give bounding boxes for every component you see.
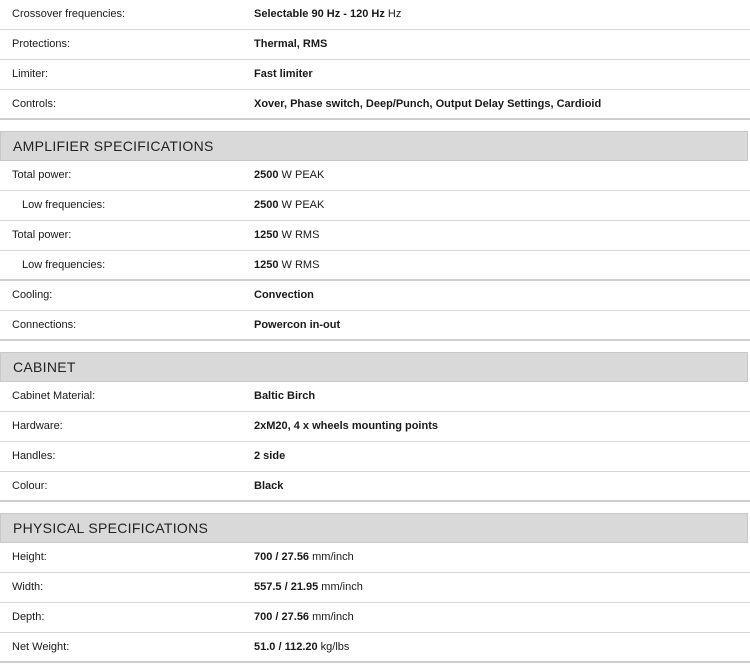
spec-row-low-freq-peak bbox=[0, 191, 750, 221]
spec-value-unit: W RMS bbox=[278, 259, 320, 271]
spec-value-unit: Hz bbox=[384, 8, 402, 20]
spec-row-handles bbox=[0, 442, 750, 472]
spec-label: Net Weight: bbox=[12, 641, 70, 653]
spec-value: Xover, Phase switch, Deep/Punch, Output Delay Settings, Cardioid bbox=[254, 98, 602, 110]
spec-value bbox=[254, 191, 324, 220]
spec-value: 2 side bbox=[254, 450, 286, 462]
spec-row-connections bbox=[0, 311, 750, 341]
spec-label: Limiter: bbox=[12, 68, 49, 80]
spec-label: Cabinet Material: bbox=[12, 390, 96, 402]
spec-value: Powercon in-out bbox=[254, 319, 341, 331]
spec-row-limiter bbox=[0, 60, 750, 90]
spec-value: Fast limiter bbox=[254, 68, 313, 80]
spec-value-main: 1250 bbox=[254, 229, 279, 241]
section-title: AMPLIFIER SPECIFICATIONS bbox=[13, 138, 214, 154]
spec-value bbox=[254, 603, 354, 632]
spec-label: Protections: bbox=[12, 38, 71, 50]
spec-value-main: 1250 bbox=[254, 259, 279, 271]
spec-value-unit: mm/inch bbox=[318, 581, 363, 593]
spec-value: Black bbox=[254, 480, 284, 492]
section-header-amplifier bbox=[0, 131, 748, 161]
spec-value-unit: kg/lbs bbox=[317, 641, 350, 653]
spec-value-main: 700 / 27.56 bbox=[254, 611, 310, 623]
spec-value bbox=[254, 221, 319, 250]
spec-value bbox=[254, 251, 319, 280]
spec-label: Depth: bbox=[12, 611, 45, 623]
spec-value bbox=[254, 161, 324, 190]
spec-value bbox=[254, 543, 354, 572]
spec-value-main: 2500 bbox=[254, 199, 279, 211]
spec-label: Handles: bbox=[12, 450, 56, 462]
spec-row-depth bbox=[0, 603, 750, 633]
spec-value-unit: mm/inch bbox=[309, 611, 354, 623]
spec-row-low-freq-rms bbox=[0, 251, 750, 281]
spec-label: Hardware: bbox=[12, 420, 63, 432]
section-title: PHYSICAL SPECIFICATIONS bbox=[13, 520, 209, 536]
spec-label: Low frequencies: bbox=[22, 259, 106, 271]
spec-value-unit: W PEAK bbox=[278, 169, 325, 181]
spec-row-crossover bbox=[0, 0, 750, 30]
spec-label: Cooling: bbox=[12, 289, 53, 301]
spec-label: Connections: bbox=[12, 319, 77, 331]
section-header-cabinet bbox=[0, 352, 748, 382]
spec-row-cabinet-material bbox=[0, 382, 750, 412]
spec-label: Controls: bbox=[12, 98, 57, 110]
spec-row-colour bbox=[0, 472, 750, 502]
spec-row-protections bbox=[0, 30, 750, 60]
spec-value: 2xM20, 4 x wheels mounting points bbox=[254, 420, 438, 432]
spec-value bbox=[254, 633, 349, 662]
spec-row-total-power-rms bbox=[0, 221, 750, 251]
spec-label: Colour: bbox=[12, 480, 48, 492]
spec-value: Baltic Birch bbox=[254, 390, 316, 402]
spec-label: Low frequencies: bbox=[22, 199, 106, 211]
spec-value-main: Selectable 90 Hz - 120 Hz bbox=[254, 8, 385, 20]
spec-value-main: 51.0 / 112.20 bbox=[254, 641, 318, 653]
spec-label: Width: bbox=[12, 581, 44, 593]
spec-row-controls bbox=[0, 90, 750, 120]
spec-value bbox=[254, 0, 401, 29]
section-title: CABINET bbox=[13, 359, 76, 375]
spec-value: Convection bbox=[254, 289, 314, 301]
spec-row-total-power-peak bbox=[0, 161, 750, 191]
spec-label: Total power: bbox=[12, 229, 72, 241]
spec-row-net-weight bbox=[0, 633, 750, 663]
spec-value-main: 2500 bbox=[254, 169, 279, 181]
section-header-physical bbox=[0, 513, 748, 543]
spec-label: Total power: bbox=[12, 169, 72, 181]
spec-label: Height: bbox=[12, 551, 47, 563]
spec-value-main: 557.5 / 21.95 bbox=[254, 581, 319, 593]
spec-value: Thermal, RMS bbox=[254, 38, 328, 50]
spec-value-unit: W PEAK bbox=[278, 199, 325, 211]
spec-row-height bbox=[0, 543, 750, 573]
spec-value-unit: W RMS bbox=[278, 229, 320, 241]
spec-value-unit: mm/inch bbox=[309, 551, 354, 563]
spec-row-cooling bbox=[0, 281, 750, 311]
spec-value-main: 700 / 27.56 bbox=[254, 551, 310, 563]
spec-value bbox=[254, 573, 363, 602]
spec-label: Crossover frequencies: bbox=[12, 8, 126, 20]
spec-row-width bbox=[0, 573, 750, 603]
spec-row-hardware bbox=[0, 412, 750, 442]
